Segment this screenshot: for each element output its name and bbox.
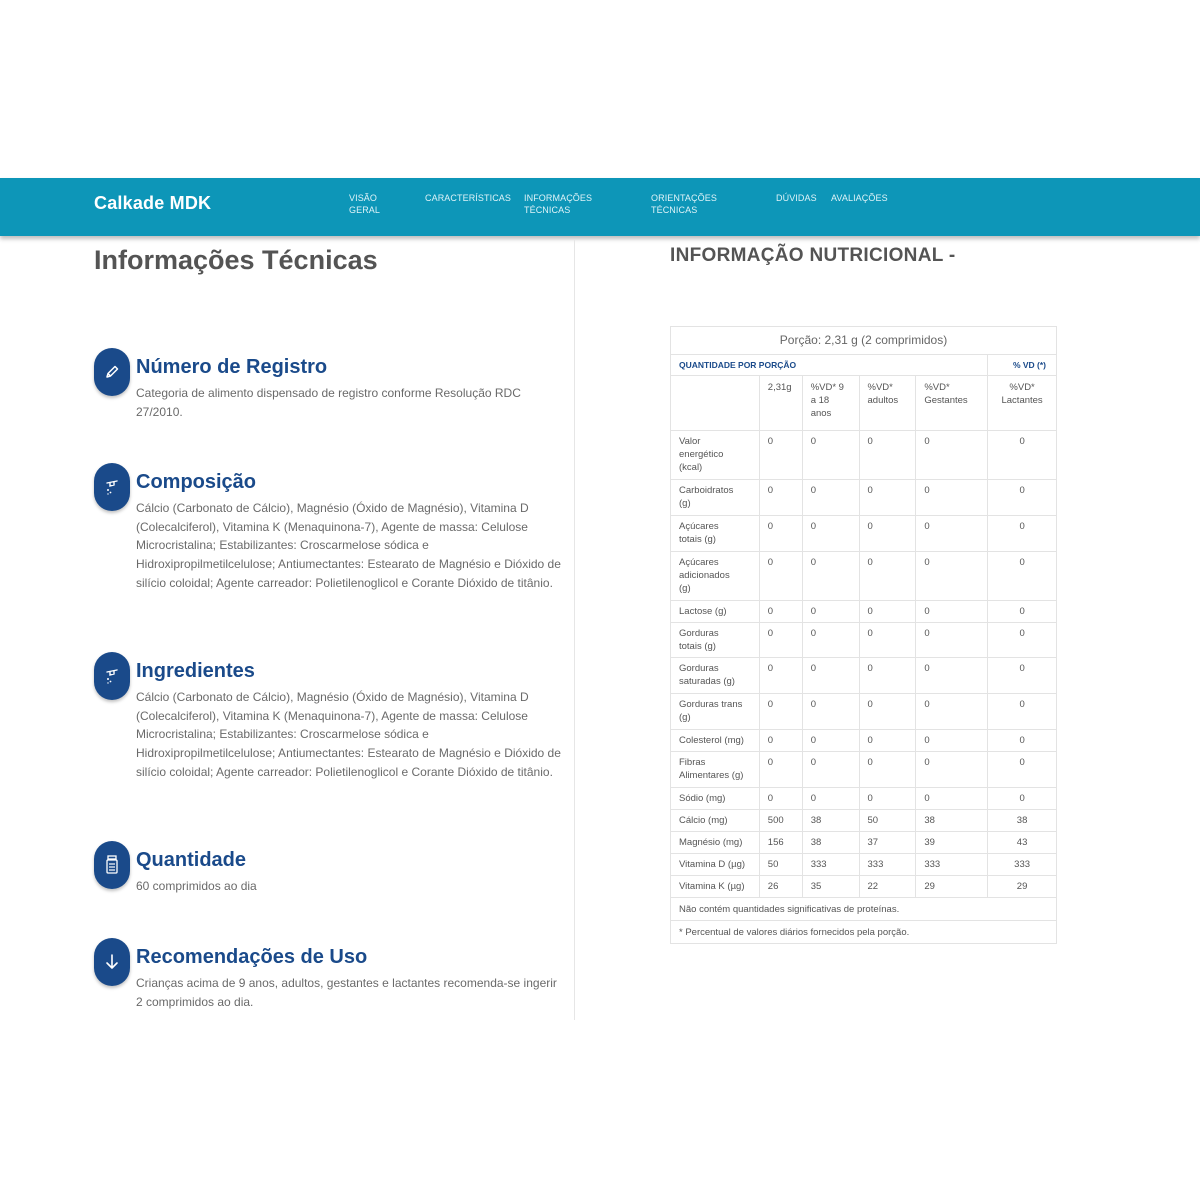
nutrient-value: 0 [916,623,988,658]
nutrient-value: 0 [802,788,859,810]
nutrient-value: 0 [802,694,859,730]
nutrient-value: 38 [988,810,1057,832]
section-title: Composição [136,471,257,493]
quantity-label: QUANTIDADE POR PORÇÃO [671,355,988,376]
column-header: 2,31g [759,376,802,431]
nutrient-value: 0 [859,788,916,810]
nav-avaliacoes[interactable]: AVALIAÇÕES [831,193,888,203]
section-text: Categoria de alimento dispensado de registro conforme Resolução RDC 27/2010. [136,386,521,419]
footnote-row [671,898,1057,921]
nutrient-value: 0 [916,730,988,752]
nutrient-value: 0 [759,601,802,623]
nutrient-value: 0 [988,658,1057,694]
nutrient-value: 0 [859,623,916,658]
footnote-text: * Percentual de valores diários fornecidos pela porção. [671,921,1057,944]
nutrient-value: 0 [859,431,916,480]
section-text: Cálcio (Carbonato de Cálcio), Magnésio (Óxido de Magnésio), Vitamina D (Colecalciferol), Vitamina K (Menaquinona-7), Agente de massa: Celulose Microcristalina; Estabilizantes: Croscarmelose sódica e Hidroxipropilmetilcelulose; Antiumectantes: Estearato de Magnésio e Dióxido de silício coloidal; Agente carreador: Polietilenoglicol e Corante Dióxido de titânio. [136,501,561,590]
section-text: Cálcio (Carbonato de Cálcio), Magnésio (Óxido de Magnésio), Vitamina D (Colecalciferol), Vitamina K (Menaquinona-7), Agente de massa: Celulose Microcristalina; Estabilizantes: Croscarmelose sódica e Hidroxipropilmetilcelulose; Antiumectantes: Estearato de Magnésio e Dióxido de silício coloidal; Agente carreador: Polietilenoglicol e Corante Dióxido de titânio. [136,690,561,779]
nutrient-value: 0 [859,601,916,623]
nutrient-value: 0 [759,730,802,752]
brand-title[interactable]: Calkade MDK [94,193,212,213]
nutrient-value: 26 [759,876,802,898]
section-text: 60 comprimidos ao dia [136,879,257,893]
nutrient-value: 0 [988,552,1057,601]
nutrient-value: 35 [802,876,859,898]
column-divider [574,240,575,1020]
nutrient-value: 38 [916,810,988,832]
nav-informacoes-tecnicas[interactable]: INFORMAÇÕES TÉCNICAS [524,193,593,215]
nutrient-value: 0 [759,516,802,552]
nutrient-value: 0 [988,730,1057,752]
table-row [671,730,1057,752]
nutrient-value: 0 [916,431,988,480]
nutrient-name: Açúcares adicionados (g) [671,552,760,601]
pencil-icon [94,348,130,396]
nutrient-value: 0 [759,552,802,601]
nutrient-value: 0 [802,480,859,516]
section-title: Ingredientes [136,660,255,682]
table-row [671,788,1057,810]
nutrient-value: 29 [916,876,988,898]
portion-label: Porção: 2,31 g (2 comprimidos) [671,327,1057,355]
nutrient-value: 0 [759,431,802,480]
table-row [671,832,1057,854]
nutrient-value: 0 [859,516,916,552]
nutrient-value: 0 [988,788,1057,810]
nutrient-value: 333 [802,854,859,876]
nutrient-value: 0 [916,788,988,810]
nutrient-value: 0 [859,552,916,601]
nutrient-value: 0 [916,552,988,601]
nav-duvidas[interactable]: DÚVIDAS [776,193,817,203]
footnote-row [671,921,1057,944]
nutrient-name: Cálcio (mg) [671,810,760,832]
nutrient-value: 0 [916,601,988,623]
nutrient-value: 0 [988,516,1057,552]
nutrient-value: 0 [859,694,916,730]
nutrient-value: 29 [988,876,1057,898]
nutrient-name: Gorduras trans (g) [671,694,760,730]
nutrient-value: 0 [988,694,1057,730]
nutrient-value: 0 [916,480,988,516]
arrow-down-icon [94,938,130,986]
nutrient-value: 333 [859,854,916,876]
column-header: %VD* Lactantes [988,376,1057,431]
nutrient-value: 0 [759,658,802,694]
nutrient-value: 0 [988,601,1057,623]
nutrient-value: 156 [759,832,802,854]
nutrient-value: 0 [859,730,916,752]
table-row [671,694,1057,730]
nutrient-value: 0 [759,694,802,730]
quantity-header-row [671,355,1057,376]
table-row [671,752,1057,788]
table-row [671,480,1057,516]
footnote-text: Não contém quantidades significativas de proteínas. [671,898,1057,921]
nutrient-value: 0 [759,788,802,810]
nutrient-value: 333 [916,854,988,876]
nutrient-value: 0 [802,552,859,601]
page-title: Informações Técnicas [94,245,378,275]
section-title: Recomendações de Uso [136,946,368,968]
nutrient-name: Colesterol (mg) [671,730,760,752]
section-title: Número de Registro [136,356,328,378]
nutrient-name: Gorduras saturadas (g) [671,658,760,694]
nutrient-name: Sódio (mg) [671,788,760,810]
nutrient-value: 0 [988,480,1057,516]
nutrient-value: 0 [802,623,859,658]
nutrient-value: 0 [802,601,859,623]
nutrient-value: 38 [802,832,859,854]
dropper-icon [94,463,130,511]
table-row [671,431,1057,480]
nutrient-value: 0 [988,431,1057,480]
table-row [671,876,1057,898]
portion-row [671,327,1057,355]
nutrient-value: 0 [802,752,859,788]
vd-label: % VD (*) [988,355,1057,376]
nutrient-value: 0 [859,480,916,516]
column-header-row [671,376,1057,431]
nutrient-name: Fibras Alimentares (g) [671,752,760,788]
nutrient-value: 0 [802,431,859,480]
column-header: %VD* Gestantes [916,376,988,431]
nutrient-name: Gorduras totais (g) [671,623,760,658]
top-navbar [0,178,1200,236]
nutrient-value: 0 [916,516,988,552]
nutrient-value: 0 [802,516,859,552]
nutrient-value: 0 [988,623,1057,658]
nutrient-value: 0 [759,752,802,788]
nutrient-value: 0 [802,730,859,752]
nutrient-value: 37 [859,832,916,854]
nutrient-value: 0 [802,658,859,694]
nutrient-value: 43 [988,832,1057,854]
table-row [671,623,1057,658]
nav-visao-geral[interactable]: VISÃO GERAL [349,193,381,215]
section-text: Crianças acima de 9 anos, adultos, gestantes e lactantes recomenda-se ingerir 2 comprimidos ao dia. [136,976,557,1009]
nutrient-value: 0 [859,752,916,788]
column-header: %VD* 9 a 18 anos [802,376,859,431]
nutrient-name: Açúcares totais (g) [671,516,760,552]
table-row [671,810,1057,832]
nutrient-value: 333 [988,854,1057,876]
nutrient-name: Lactose (g) [671,601,760,623]
nutrient-value: 0 [859,658,916,694]
table-row [671,854,1057,876]
nutrient-value: 500 [759,810,802,832]
nutrient-value: 22 [859,876,916,898]
dropper-icon [94,652,130,700]
nutrient-name: Magnésio (mg) [671,832,760,854]
nutrient-value: 0 [759,480,802,516]
nutrient-value: 0 [916,752,988,788]
nutrient-value: 0 [916,694,988,730]
nutrient-name: Carboidratos (g) [671,480,760,516]
section-title: Quantidade [136,849,247,871]
nutrient-value: 38 [802,810,859,832]
nutrient-value: 39 [916,832,988,854]
nav-orientacoes-tecnicas[interactable]: ORIENTAÇÕES TÉCNICAS [651,193,717,215]
nutrient-value: 50 [859,810,916,832]
nav-caracteristicas[interactable]: CARACTERÍSTICAS [425,193,512,203]
nutrient-name: Vitamina K (µg) [671,876,760,898]
nutrient-value: 0 [759,623,802,658]
nutrient-name: Valor energético (kcal) [671,431,760,480]
pill-bottle-icon [94,841,130,889]
nutrient-name: Vitamina D (µg) [671,854,760,876]
table-row [671,516,1057,552]
column-header: %VD* adultos [859,376,916,431]
table-row [671,601,1057,623]
table-row [671,658,1057,694]
column-header [671,376,760,431]
nutrient-value: 0 [916,658,988,694]
table-row [671,552,1057,601]
nutrition-table [670,326,1057,944]
nutrient-value: 0 [988,752,1057,788]
nutrition-title: INFORMAÇÃO NUTRICIONAL - [670,245,956,266]
nutrient-value: 50 [759,854,802,876]
